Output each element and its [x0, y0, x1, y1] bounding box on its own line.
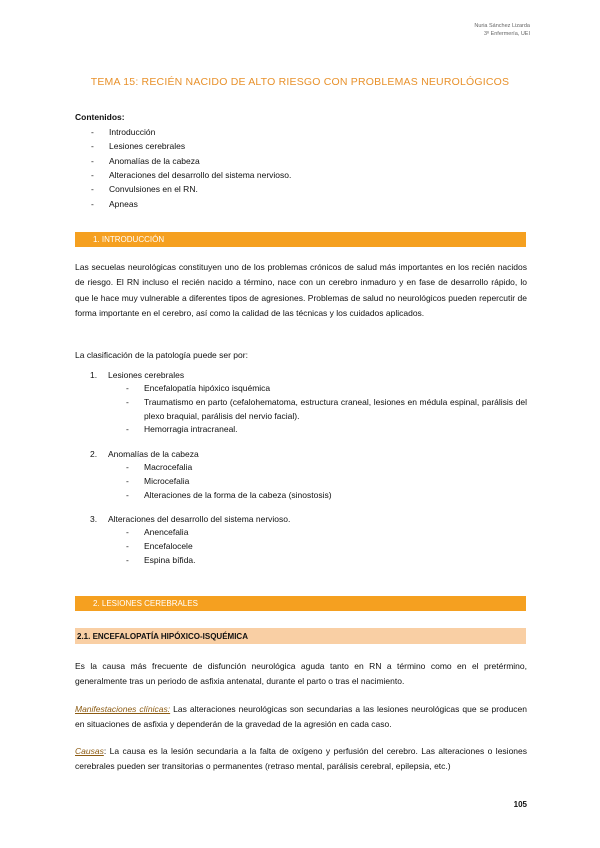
running-header: [474, 22, 530, 38]
sub-list: [126, 526, 527, 567]
encefalopatia-paragraph: Es la causa más frecuente de disfunción neurológica aguda tanto en RN a término como en el pretérmino, generalmente tras un periodo de asfixia antenatal, durante el parto o tras el nacimiento.: [75, 661, 527, 687]
sub-list-item: - Macrocefalia: [126, 462, 193, 472]
contents-item: - Lesiones cerebrales: [91, 141, 186, 152]
contents-item: - Apneas: [91, 198, 138, 209]
list-item: 2. Anomalías de la cabeza: [90, 448, 199, 459]
section-heading-lesiones: 2. LESIONES CEREBRALES: [75, 596, 526, 611]
sub-list-item: - Encefalopatía hipóxico isquémica: [126, 383, 271, 393]
sub-list-item: - Espina bífida.: [126, 554, 196, 565]
section-heading-introduccion: 1. INTRODUCCIÓN: [75, 232, 526, 247]
contents-item: - Convulsiones en el RN.: [91, 184, 198, 195]
causas-paragraph: Causas: La causa es la lesión secundaria a la falta de oxígeno y perfusión del cerebro. Las alteraciones o lesiones cerebrales pueden ser transitorias o permanentes (retraso mental, parálisis cerebral, epilepsia, etc.): [75, 746, 527, 772]
classification-lead: La clasificación de la patología puede ser por:: [75, 350, 248, 360]
list-item: 1. Lesiones cerebrales: [90, 369, 185, 380]
sub-list-item: - Anencefalia: [126, 527, 189, 537]
manifestaciones-paragraph: Manifestaciones clínicas: Las alteraciones neurológicas son secundarias a las lesiones neurológicas que se producen en situaciones de asfixia y dependerán de la gravedad de la agresión en cada caso.: [75, 704, 527, 730]
sub-list-item: - Microcefalia: [126, 475, 190, 486]
classification-list-3: [90, 511, 527, 567]
sub-list-item: - Hemorragia intracraneal.: [126, 424, 238, 435]
contents-list: [75, 125, 291, 211]
contents-item: - Introducción: [91, 127, 156, 138]
contents-item: - Alteraciones del desarrollo del sistema nervioso.: [91, 170, 292, 181]
intro-paragraph: Las secuelas neurológicas constituyen uno de los problemas crónicos de salud más importantes en los recién nacidos de riesgo. El RN incluso el recién nacido a término, nace con un cerebro inmaduro y en fase de desarrollo rápido, lo que le hace muy vulnerable a diferentes tipos de agresiones. Problemas de salud no neurológicos pueden repercutir de forma importante en el cerebro, así como la calidad de las técnicas y los cuidados aplicados.: [75, 262, 527, 319]
sub-list: [126, 461, 527, 502]
classification-list-2: [90, 446, 527, 502]
classification-list-1: [90, 367, 527, 437]
course-name: 3º Enfermería, UEI: [483, 31, 530, 37]
subsection-heading-encefalopatia: 2.1. ENCEFALOPATÍA HIPÓXICO-ISQUÉMICA: [75, 628, 526, 644]
contents-item: - Anomalías de la cabeza: [91, 155, 200, 166]
document-title: TEMA 15: RECIÉN NACIDO DE ALTO RIESGO CON PROBLEMAS NEUROLÓGICOS: [90, 76, 510, 88]
contents-heading: Contenidos:: [75, 112, 125, 122]
manifestaciones-label: Manifestaciones clínicas:: [75, 704, 171, 714]
author-name: Nuria Sánchez Lizarda: [474, 23, 530, 29]
page-number: 105: [513, 800, 527, 809]
sub-list-item: - Traumatismo en parto (cefalohematoma, estructura craneal, lesiones en médula espinal, parálisis del plexo braquial, parálisis del nervio facial).: [126, 396, 527, 421]
list-item: 3. Alteraciones del desarrollo del sistema nervioso.: [90, 513, 291, 524]
sub-list-item: - Encefalocele: [126, 540, 193, 551]
sub-list-item: - Alteraciones de la forma de la cabeza (sinostosis): [126, 489, 332, 500]
sub-list: [126, 382, 527, 437]
contents-block: [75, 112, 291, 211]
causas-label: Causas: [75, 746, 104, 756]
